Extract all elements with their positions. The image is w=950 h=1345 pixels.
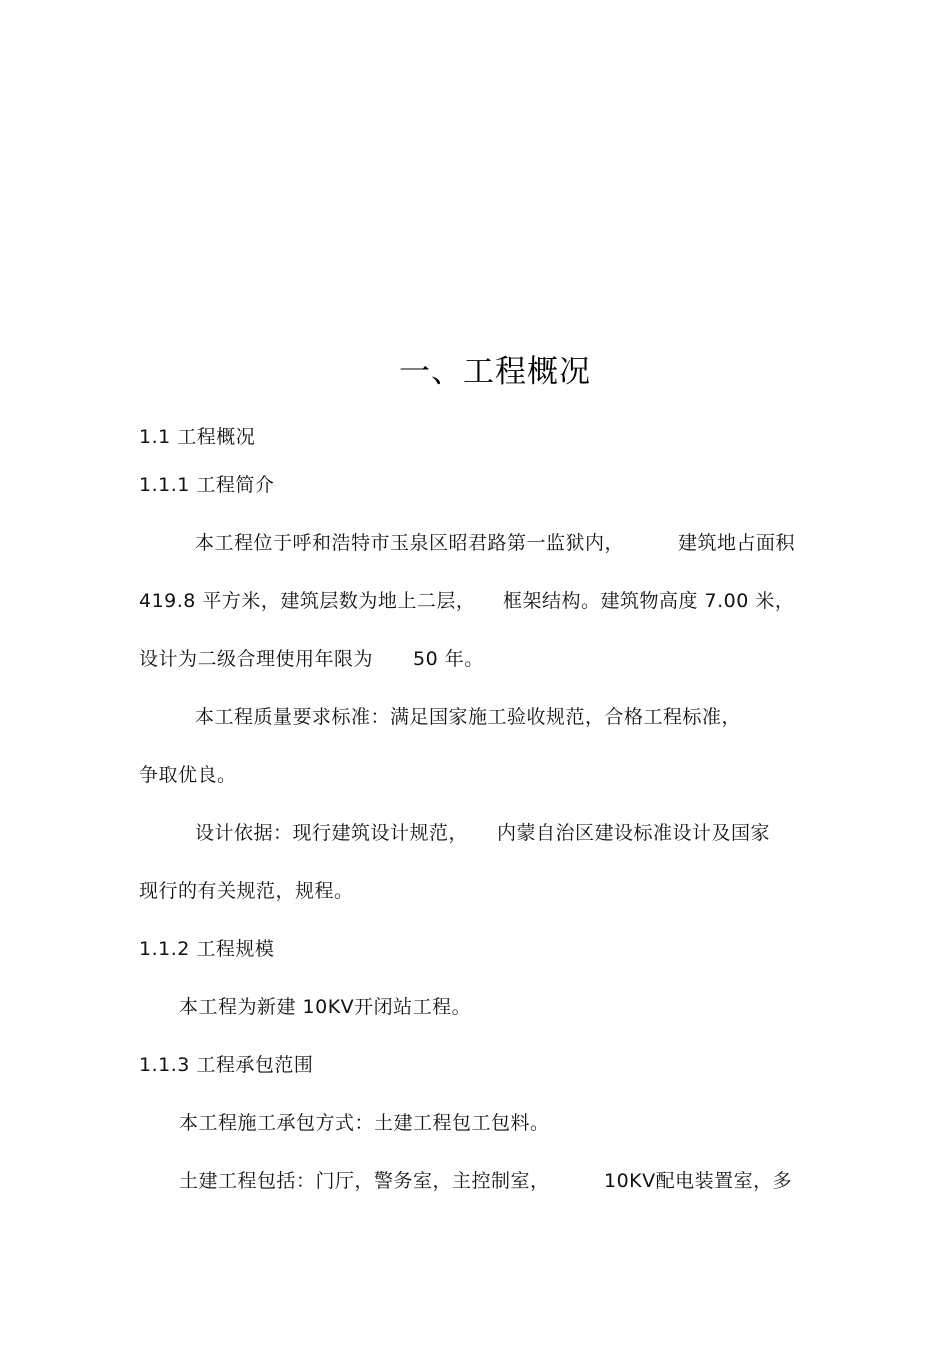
basis-line-2: 现行的有关规范，规程。 bbox=[139, 880, 354, 902]
intro-line-1a: 本工程位于呼和浩特市玉泉区昭君路第一监狱内， bbox=[195, 532, 625, 554]
scale-line-1: 本工程为新建 10KV开闭站工程。 bbox=[179, 996, 472, 1018]
intro-line-2a: 419.8 平方米，建筑层数为地上二层， bbox=[139, 590, 476, 612]
quality-line-1: 本工程质量要求标准：满足国家施工验收规范，合格工程标准， bbox=[195, 706, 742, 728]
section-heading-1-1: 1.1 工程概况 bbox=[139, 426, 256, 448]
section-heading-1-1-3: 1.1.3 工程承包范围 bbox=[139, 1054, 314, 1076]
section-heading-1-1-1: 1.1.1 工程简介 bbox=[139, 474, 275, 496]
intro-line-3a: 设计为二级合理使用年限为 bbox=[139, 648, 374, 670]
scope-line-2b: 10KV配电装置室，多 bbox=[604, 1170, 793, 1192]
basis-line-1a: 设计依据：现行建筑设计规范， bbox=[195, 822, 469, 844]
basis-line-1b: 内蒙自治区建设标准设计及国家 bbox=[497, 822, 771, 844]
section-heading-1-1-2: 1.1.2 工程规模 bbox=[139, 938, 275, 960]
intro-line-1b: 建筑地占面积 bbox=[678, 532, 796, 554]
quality-line-2: 争取优良。 bbox=[139, 764, 237, 786]
intro-line-3b: 50 年。 bbox=[413, 648, 484, 670]
chapter-title: 一、工程概况 bbox=[399, 354, 591, 390]
scope-line-2a: 土建工程包括：门厅，警务室，主控制室， bbox=[179, 1170, 550, 1192]
intro-line-2b: 框架结构。建筑物高度 7.00 米， bbox=[503, 590, 795, 612]
scope-line-1: 本工程施工承包方式：土建工程包工包料。 bbox=[179, 1112, 550, 1134]
